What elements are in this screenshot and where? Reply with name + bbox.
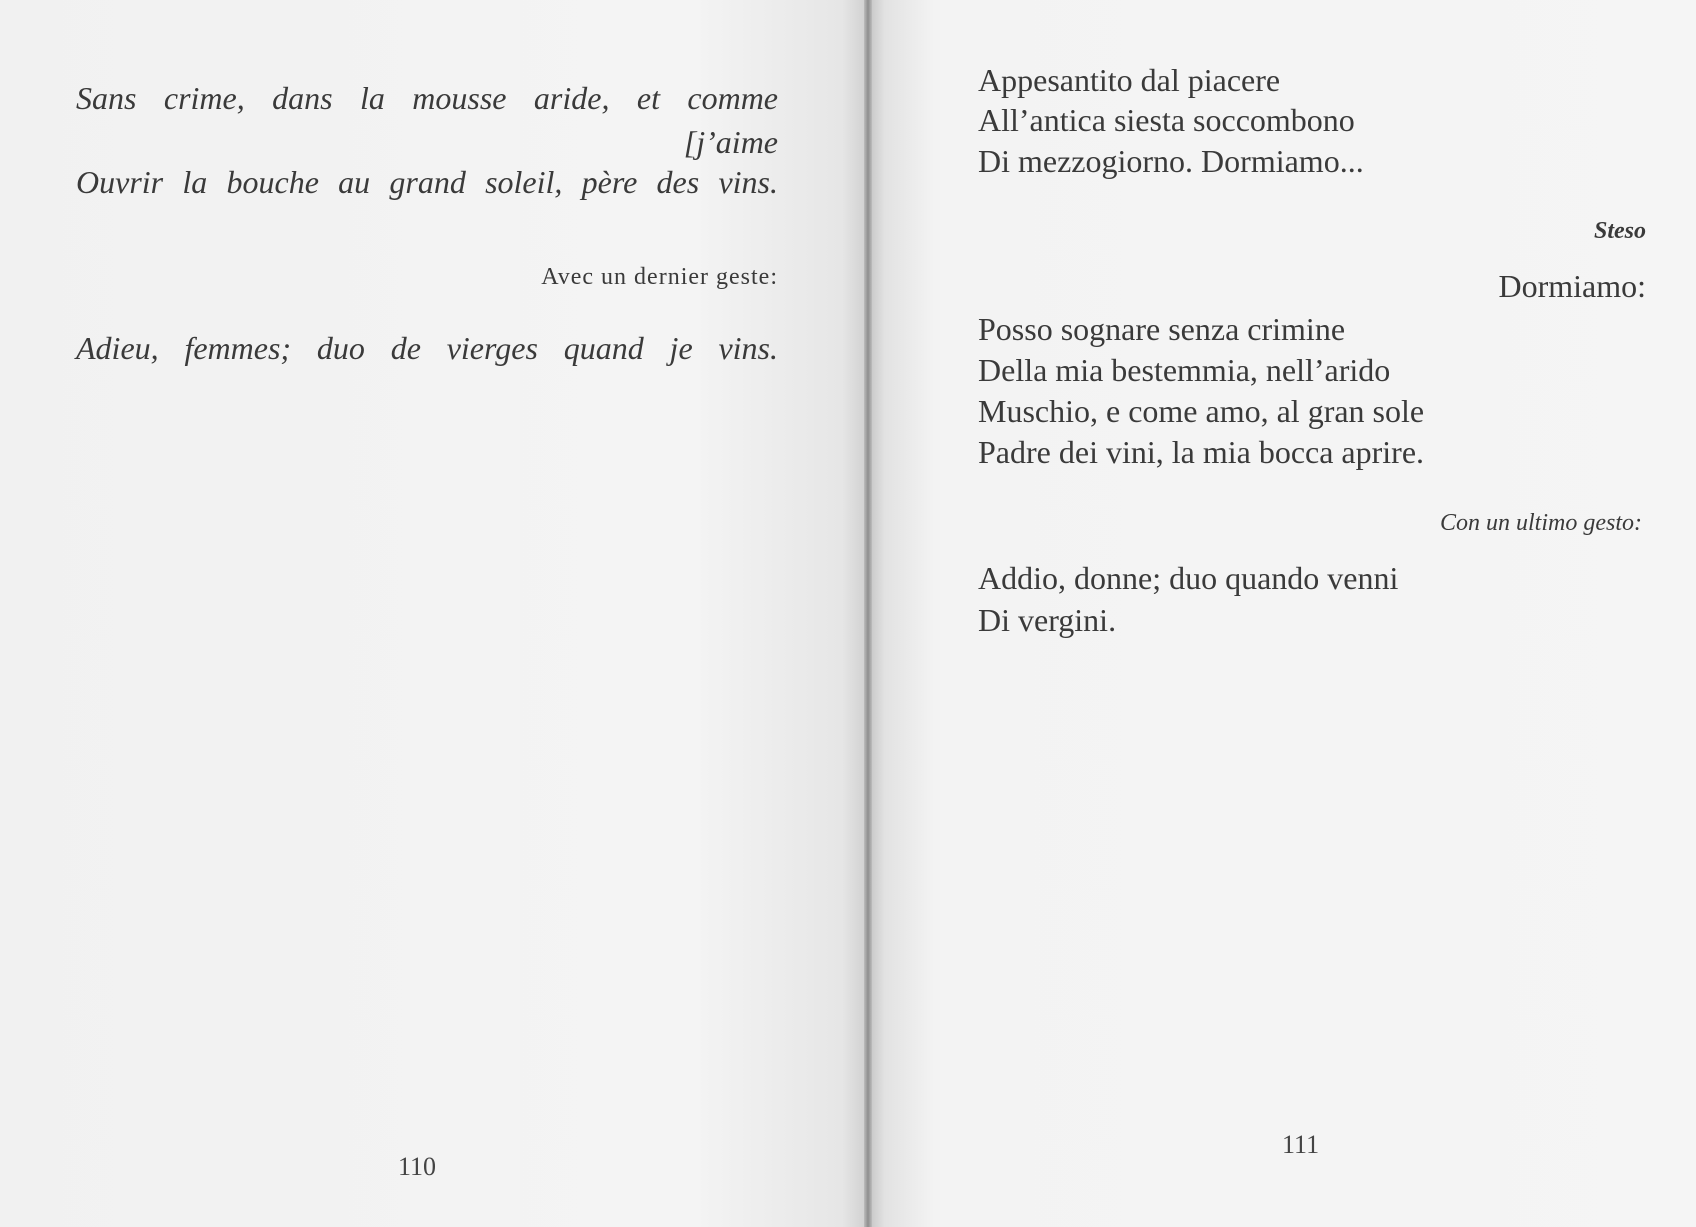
stage-direction: Steso: [1593, 218, 1646, 244]
verse-line: Dormiamo:: [1498, 268, 1646, 304]
verse-line: Muschio, e come amo, al gran sole: [978, 393, 1425, 429]
verse-line: Di vergini.: [978, 602, 1117, 638]
verse-line: Della mia bestemmia, nell’arido: [978, 352, 1391, 388]
stage-direction: Con un ultimo gesto:: [1440, 510, 1642, 536]
verse-line: Padre dei vini, la mia bocca aprire.: [978, 434, 1425, 470]
book-gutter: [864, 0, 872, 1227]
verse-line: All’antica siesta soccombono: [978, 102, 1355, 138]
verse-line: Ouvrir la bouche au grand soleil, père des vins.: [76, 164, 778, 200]
verse-line: Adieu, femmes; duo de vierges quand je vins.: [76, 330, 778, 366]
page-number: 110: [398, 1152, 437, 1181]
verse-line: Appesantito dal piacere: [978, 62, 1281, 98]
stage-direction: Avec un dernier geste:: [541, 264, 778, 290]
verse-line: Di mezzogiorno. Dormiamo...: [978, 143, 1364, 179]
verse-line-continuation: [j’aime: [683, 124, 778, 160]
verse-line: Posso sognare senza crimine: [978, 311, 1346, 347]
right-page: [868, 0, 1696, 1227]
verse-line: Sans crime, dans la mousse aride, et comme: [76, 80, 778, 116]
page-number: 111: [1282, 1130, 1320, 1159]
verse-line: Addio, donne; duo quando venni: [978, 560, 1399, 596]
